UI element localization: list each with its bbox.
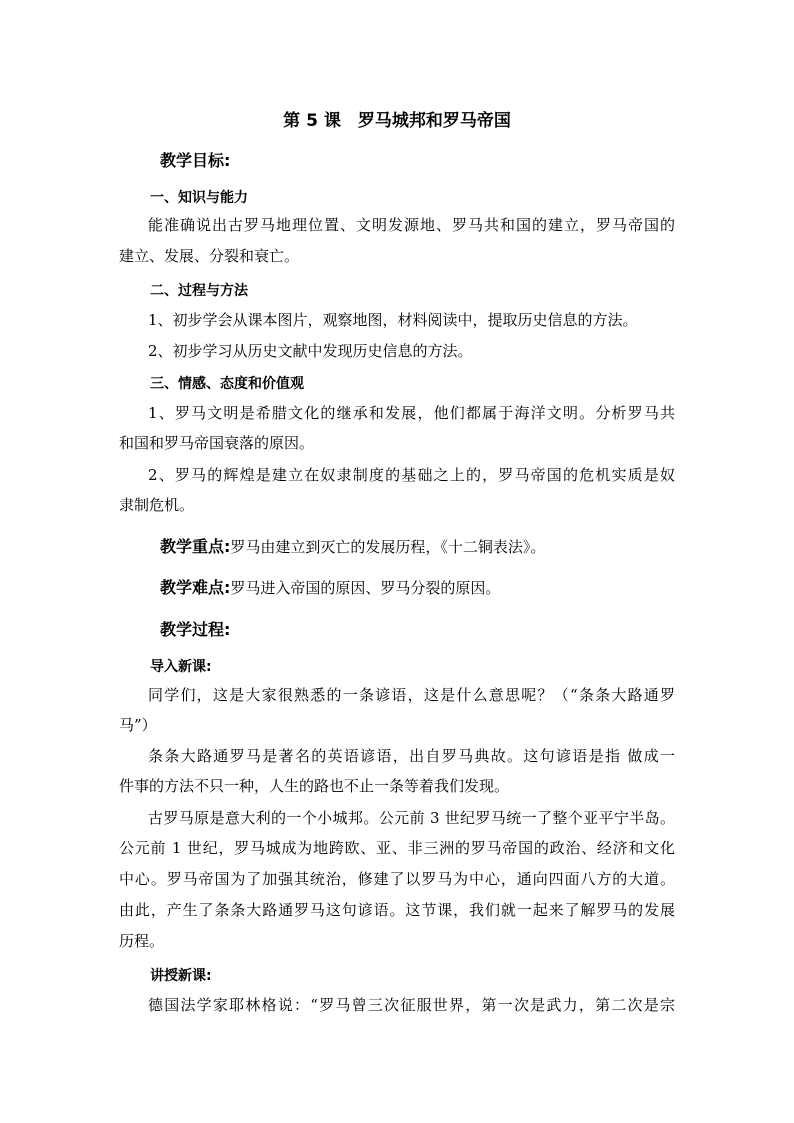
section-heading-process: 二、过程与方法 (150, 283, 248, 299)
key-points-text: 罗马由建立到灭亡的发展历程，《十二铜表法》。 (230, 538, 546, 556)
paragraph-line: 由此，产生了条条大路通罗马这句谚语。这节课，我们就一起来了解罗马的发展 (119, 901, 675, 919)
lecture-heading: 讲授新课: (150, 968, 212, 984)
paragraph-line: 马”） (119, 716, 157, 734)
paragraph-line: 隶制危机。 (119, 496, 195, 514)
paragraph-line: 德国法学家耶林格说：“罗马曾三次征服世界，第一次是武力，第二次是宗 (148, 996, 675, 1014)
paragraph-line: 历程。 (119, 932, 165, 950)
paragraph-line: 建立、发展、分裂和衰亡。 (119, 247, 300, 265)
paragraph-line: 中心。罗马帝国为了加强其统治，修建了以罗马为中心，通向四面八方的大道。 (119, 870, 675, 888)
difficult-points-label: 教学难点: (160, 578, 231, 597)
section-heading-knowledge: 一、知识与能力 (150, 190, 248, 206)
paragraph-line: 同学们，这是大家很熟悉的一条谚语，这是什么意思呢？（“条条大路通罗 (148, 686, 675, 704)
paragraph-line: 2、初步学习从历史文献中发现历史信息的方法。 (148, 342, 473, 360)
key-points (160, 534, 545, 557)
process-heading: 教学过程: (160, 620, 231, 639)
paragraph-line: 能准确说出古罗马地理位置、文明发源地、罗马共和国的建立，罗马帝国的 (148, 216, 675, 234)
section-heading-values: 三、情感、态度和价值观 (150, 376, 304, 392)
key-points-label: 教学重点: (160, 537, 231, 556)
intro-heading: 导入新课: (150, 659, 212, 675)
lesson-title: 第 5 课 罗马城邦和罗马帝国 (283, 111, 511, 131)
paragraph-line: 古罗马原是意大利的一个小城邦。公元前 3 世纪罗马统一了整个亚平宁半岛。 (148, 809, 675, 827)
paragraph-line: 2、罗马的辉煌是建立在奴隶制度的基础之上的，罗马帝国的危机实质是奴 (148, 466, 675, 484)
paragraph-line: 公元前 1 世纪，罗马城成为地跨欧、亚、非三洲的罗马帝国的政治、经济和文化 (119, 839, 675, 857)
paragraph-line: 条条大路通罗马是著名的英语谚语，出自罗马典故。这句谚语是指 做成一 (148, 747, 675, 765)
paragraph-line: 和国和罗马帝国衰落的原因。 (119, 434, 315, 452)
paragraph-line: 1、罗马文明是希腊文化的继承和发展，他们都属于海洋文明。分析罗马共 (148, 404, 675, 422)
difficult-points (160, 575, 500, 598)
paragraph-line: 件事的方法不只一种，人生的路也不止一条等着我们发现。 (119, 777, 510, 795)
paragraph-line: 1、初步学会从课本图片，观察地图，材料阅读中，提取历史信息的方法。 (148, 311, 638, 329)
difficult-points-text: 罗马进入帝国的原因、罗马分裂的原因。 (230, 579, 501, 597)
objectives-heading: 教学目标: (160, 151, 231, 170)
